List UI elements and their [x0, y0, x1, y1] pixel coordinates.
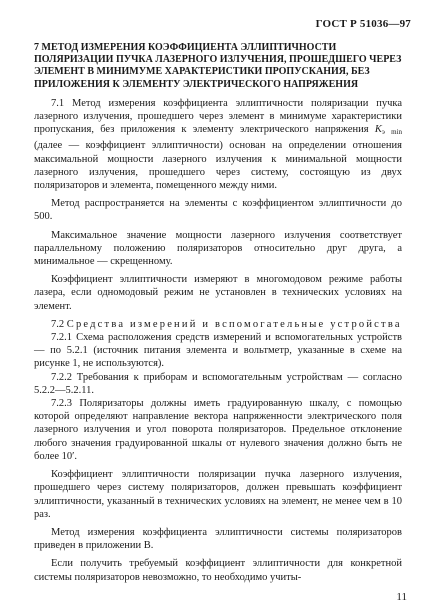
paragraph-7-2-2: 7.2.2 Требования к приборам и вспомогательным устройствам — согласно 5.2.2—5.2.11.: [34, 371, 402, 396]
paragraph-scope: Метод распространяется на элементы с коэффициентом эллиптичности до 500.: [34, 198, 402, 223]
paragraph-7-1-text-start: 7.1 Метод измерения коэффициента эллиптичности поляризации пучка лазерного излучения, прошедшего через элемент в минимуме характеристики пропускания, без приложения к элементу электрического напряжения: [34, 97, 402, 136]
subsection-number: 7.2: [51, 318, 65, 330]
paragraph-7-2-1: 7.2.1 Схема расположения средств измерений и вспомогательных устройств — по 5.2.1 (источник питания элемента и вольтметр, указанные в схеме на рисунке 1, не используются).: [34, 332, 402, 370]
section-heading: 7 МЕТОД ИЗМЕРЕНИЯ КОЭФФИЦИЕНТА ЭЛЛИПТИЧНОСТИ ПОЛЯРИЗАЦИИ ПУЧКА ЛАЗЕРНОГО ИЗЛУЧЕНИЯ, ПРОШЕДШЕГО ЧЕРЕЗ ЭЛЕМЕНТ В МИНИМУМЕ ХАРАКТЕРИСТИКИ ПРОПУСКАНИЯ, БЕЗ ПРИЛОЖЕНИЯ К ЭЛЕМЕНТУ ЭЛЕКТРИЧЕСКОГО НАПРЯЖЕНИЯ: [34, 42, 402, 90]
paragraph-7-1: [34, 97, 402, 192]
paragraph-max-power: Максимальное значение мощности лазерного излучения соответствует параллельному положению поляризаторов относительно друг друга, а минимальное — скрещенному.: [34, 229, 402, 268]
page-content: [34, 42, 402, 584]
paragraph-polarizer-ellipticity: Коэффициент эллиптичности поляризации пучка лазерного излучения, прошедшего через систему поляризаторов, должен превышать коэффициент эллиптичности, указанный в технических условиях на элемент, не менее чем в 10 раз.: [34, 469, 402, 520]
ellipticity-symbol: K: [374, 124, 382, 136]
paragraph-continuation: Если получить требуемый коэффициент эллиптичности для конкретной системы поляризаторов невозможно, то необходимо учиты-: [34, 558, 402, 583]
subsection-title: Средства измерений и вспомогательные устройства: [66, 318, 402, 330]
ellipticity-subscript-e: э: [381, 128, 385, 137]
subsection-7-2-heading: [34, 318, 402, 331]
paragraph-laser-mode: Коэффициент эллиптичности измеряют в многомодовом режиме работы лазера, если одномодовый режим не установлен в технических условиях на элемент.: [34, 274, 402, 312]
paragraph-7-2-3: 7.2.3 Поляризаторы должны иметь градуированную шкалу, с помощью которой определяют направление вектора напряженности электрического поля лазерного излучения и угол поворота поляризаторов. Предельное отклонение любого значения градуированной шкалы от нулевого значения должно быть не более 10′.: [34, 398, 402, 462]
ellipticity-subscript-min: min: [391, 128, 403, 137]
paragraph-appendix-ref: Метод измерения коэффициента эллиптичности системы поляризаторов приведен в приложении В.: [34, 526, 402, 552]
standard-header: ГОСТ Р 51036—97: [315, 18, 411, 30]
page-number: 11: [396, 590, 407, 603]
paragraph-7-1-text-end: (далее — коэффициент эллиптичности) основан на определении отношения максимальной мощности лазерного излучения к минимальной мощности лазерного излучения, прошедшего через систему, состоящую из двух поляризаторов и элемента, помещенного между ними.: [34, 140, 402, 192]
